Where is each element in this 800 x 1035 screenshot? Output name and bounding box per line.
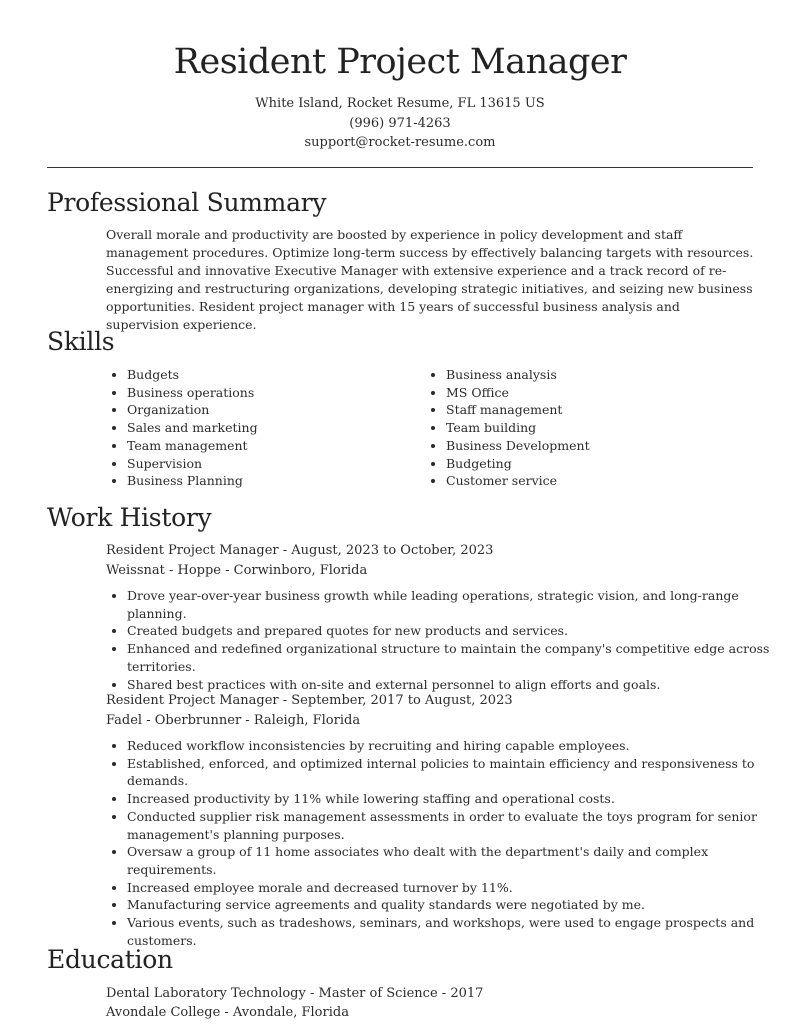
skill-item: • MS Office [446, 384, 746, 402]
education-heading: Education [47, 945, 173, 974]
contact-email: support@rocket-resume.com [304, 135, 496, 150]
contact-phone: (996) 971-4263 [349, 115, 451, 131]
job-bullet: • Oversaw a group of 11 home associates who dealt with the department's daily and complex requirements. [127, 843, 777, 878]
job-bullet: • Drove year-over-year business growth while leading operations, strategic vision, and long-range planning. [127, 587, 777, 622]
job-title-line: Resident Project Manager - September, 2017 to August, 2023 [106, 693, 513, 708]
skill-item: • Team management [127, 437, 427, 455]
job-bullet: • Various events, such as tradeshows, seminars, and workshops, were used to engage prospects and customers. [127, 914, 777, 949]
skills-list-left [106, 366, 427, 490]
skill-item: • Customer service [446, 472, 746, 490]
job-company-line: Fadel - Oberbrunner - Raleigh, Florida [106, 713, 361, 728]
summary-heading: Professional Summary [47, 188, 327, 217]
resume-name: Resident Project Manager [173, 42, 627, 82]
skill-item: • Organization [127, 401, 427, 419]
contact-block [0, 94, 800, 153]
skill-item: • Team building [446, 419, 746, 437]
skill-item: • Business Development [446, 437, 746, 455]
skills-list-right [425, 366, 746, 490]
skill-item: • Supervision [127, 455, 427, 473]
job-title-line: Resident Project Manager - August, 2023 to October, 2023 [106, 543, 494, 558]
skill-item: • Business Planning [127, 472, 427, 490]
skill-item: • Business analysis [446, 366, 746, 384]
skill-item: • Staff management [446, 401, 746, 419]
work-history-heading: Work History [47, 503, 212, 532]
job-bullet: • Increased productivity by 11% while lowering staffing and operational costs. [127, 790, 777, 808]
education-school-line: Avondale College - Avondale, Florida [106, 1005, 349, 1020]
contact-address: White Island, Rocket Resume, FL 13615 US [255, 96, 545, 111]
job-bullet: • Shared best practices with on-site and external personnel to align efforts and goals. [127, 676, 777, 694]
skill-item: • Budgeting [446, 455, 746, 473]
skill-item: • Sales and marketing [127, 419, 427, 437]
job-bullets [106, 587, 777, 693]
skill-item: • Budgets [127, 366, 427, 384]
skill-item: • Business operations [127, 384, 427, 402]
job-bullet: • Reduced workflow inconsistencies by recruiting and hiring capable employees. [127, 737, 777, 755]
job-company-line: Weissnat - Hoppe - Corwinboro, Florida [106, 563, 368, 578]
job-bullet: • Increased employee morale and decreased turnover by 11%. [127, 879, 777, 897]
job-bullet: • Created budgets and prepared quotes for new products and services. [127, 622, 777, 640]
job-bullet: • Manufacturing service agreements and quality standards were negotiated by me. [127, 896, 777, 914]
education-degree-line: Dental Laboratory Technology - Master of Science - 2017 [106, 986, 484, 1001]
job-bullet: • Established, enforced, and optimized internal policies to maintain efficiency and responsiveness to demands. [127, 755, 777, 790]
skills-heading: Skills [47, 327, 115, 356]
summary-text: Overall morale and productivity are boosted by experience in policy development and staff management procedures. Optimize long-term success by effectively balancing targets with resources. Successful and innovative Executive Manager with extensive experience and a track record of re-energizing and restructuring organizations, developing strategic initiatives, and seizing new business opportunities. Resident project manager with 15 years of successful business analysis and supervision experience. [106, 227, 754, 332]
job-bullet: • Conducted supplier risk management assessments in order to evaluate the toys program for senior management's planning purposes. [127, 808, 777, 843]
header-divider [47, 167, 753, 168]
job-bullets [106, 737, 777, 949]
job-bullet: • Enhanced and redefined organizational structure to maintain the company's competitive edge across territories. [127, 640, 777, 675]
